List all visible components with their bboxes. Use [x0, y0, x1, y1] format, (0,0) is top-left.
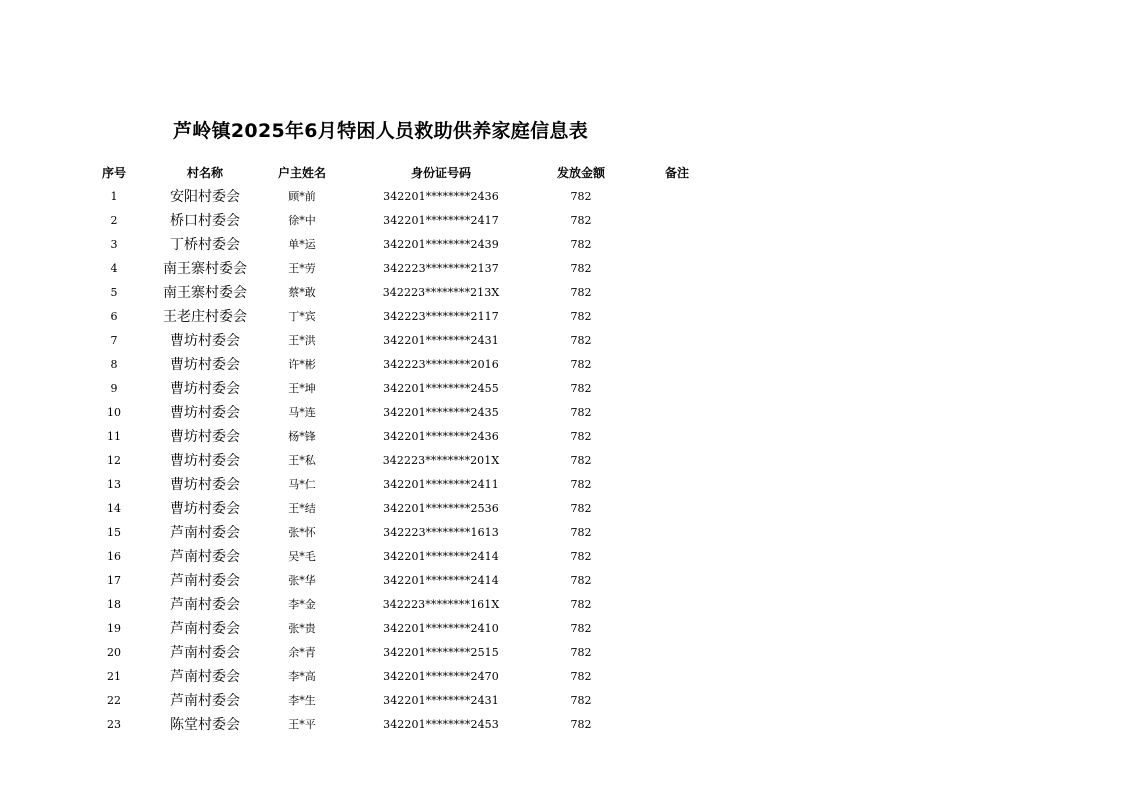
row-amount: 782 [570, 621, 592, 635]
row-note [612, 592, 742, 616]
row-note [612, 232, 742, 256]
row-village: 南王寨村委会 [163, 285, 247, 301]
row-seq: 3 [110, 237, 118, 251]
table-row [90, 352, 742, 376]
row-id-number: 342223********2117 [383, 309, 499, 323]
row-household-head: 徐*中 [288, 214, 316, 227]
row-id-number: 342223********201X [382, 453, 500, 467]
row-id-number: 342223********2137 [383, 261, 499, 275]
row-note [612, 640, 742, 664]
row-amount: 782 [570, 429, 592, 443]
table-row [90, 448, 742, 472]
table-body [90, 184, 742, 736]
row-village: 芦南村委会 [170, 525, 240, 541]
row-seq: 2 [110, 213, 118, 227]
row-seq: 7 [110, 333, 118, 347]
document-title: 芦岭镇2025年6月特困人员救助供养家庭信息表 [173, 120, 589, 142]
row-id-number: 342201********2414 [383, 549, 499, 563]
row-note [612, 712, 742, 736]
row-village: 芦南村委会 [170, 669, 240, 685]
row-seq: 8 [110, 357, 118, 371]
row-village: 芦南村委会 [170, 549, 240, 565]
row-note [612, 568, 742, 592]
row-amount: 782 [570, 237, 592, 251]
row-note [612, 472, 742, 496]
header-row [90, 160, 742, 184]
row-seq: 15 [107, 525, 121, 539]
row-seq: 22 [107, 693, 121, 707]
row-amount: 782 [570, 213, 592, 227]
row-household-head: 王*劳 [288, 262, 316, 275]
row-amount: 782 [570, 573, 592, 587]
row-household-head: 张*华 [288, 574, 316, 587]
table-row [90, 256, 742, 280]
table-row [90, 424, 742, 448]
table-row [90, 616, 742, 640]
row-id-number: 342201********2417 [383, 213, 499, 227]
row-id-number: 342201********2436 [383, 189, 499, 203]
table-row [90, 568, 742, 592]
row-amount: 782 [570, 285, 592, 299]
row-note [612, 688, 742, 712]
table-row [90, 208, 742, 232]
header-seq: 序号 [101, 165, 126, 180]
row-id-number: 342201********2414 [383, 573, 499, 587]
row-village: 芦南村委会 [170, 573, 240, 589]
row-id-number: 342201********2410 [383, 621, 499, 635]
row-household-head: 顾*前 [288, 190, 316, 203]
row-household-head: 单*运 [288, 238, 316, 251]
row-household-head: 张*怀 [288, 526, 316, 539]
header-household-head: 户主姓名 [277, 165, 326, 180]
row-seq: 19 [107, 621, 121, 635]
row-village: 曹坊村委会 [170, 357, 240, 373]
row-seq: 21 [107, 669, 121, 683]
row-household-head: 李*生 [288, 694, 316, 707]
row-seq: 18 [107, 597, 121, 611]
row-village: 曹坊村委会 [170, 477, 240, 493]
row-amount: 782 [570, 357, 592, 371]
row-note [612, 448, 742, 472]
table-row [90, 280, 742, 304]
row-note [612, 544, 742, 568]
table-row [90, 376, 742, 400]
table-row [90, 400, 742, 424]
row-household-head: 李*高 [288, 670, 316, 683]
row-note [612, 256, 742, 280]
row-id-number: 342223********2016 [383, 357, 499, 371]
row-note [612, 496, 742, 520]
row-village: 王老庄村委会 [163, 309, 247, 325]
table-row [90, 664, 742, 688]
row-seq: 20 [107, 645, 121, 659]
row-note [612, 208, 742, 232]
row-amount: 782 [570, 261, 592, 275]
table-row [90, 472, 742, 496]
row-amount: 782 [570, 501, 592, 515]
row-household-head: 许*彬 [288, 358, 316, 371]
row-id-number: 342201********2411 [383, 477, 499, 491]
row-id-number: 342201********2470 [383, 669, 499, 683]
row-id-number: 342201********2455 [383, 381, 499, 395]
row-amount: 782 [570, 597, 592, 611]
row-seq: 12 [107, 453, 121, 467]
header-note: 备注 [664, 165, 689, 180]
row-id-number: 342201********2453 [383, 717, 499, 731]
table-row [90, 688, 742, 712]
row-amount: 782 [570, 333, 592, 347]
row-id-number: 342201********2431 [383, 333, 499, 347]
table-row [90, 496, 742, 520]
row-seq: 10 [107, 405, 121, 419]
row-village: 芦南村委会 [170, 621, 240, 637]
table-row [90, 184, 742, 208]
table-row [90, 328, 742, 352]
row-note [612, 304, 742, 328]
row-household-head: 王*私 [288, 454, 316, 467]
row-household-head: 王*结 [288, 502, 316, 515]
table-header [90, 160, 742, 184]
row-note [612, 400, 742, 424]
row-seq: 11 [107, 429, 121, 443]
table-row [90, 520, 742, 544]
row-note [612, 664, 742, 688]
row-seq: 6 [110, 309, 118, 323]
row-village: 南王寨村委会 [163, 261, 247, 277]
row-note [612, 184, 742, 208]
row-village: 曹坊村委会 [170, 429, 240, 445]
row-seq: 4 [110, 261, 118, 275]
row-village: 芦南村委会 [170, 645, 240, 661]
row-seq: 14 [107, 501, 121, 515]
row-village: 曹坊村委会 [170, 501, 240, 517]
relief-info-table [90, 160, 742, 736]
header-village: 村名称 [186, 165, 223, 180]
row-note [612, 328, 742, 352]
row-id-number: 342201********2435 [383, 405, 499, 419]
row-amount: 782 [570, 189, 592, 203]
row-id-number: 342201********2436 [383, 429, 499, 443]
row-seq: 17 [107, 573, 121, 587]
row-id-number: 342223********1613 [383, 525, 499, 539]
row-amount: 782 [570, 549, 592, 563]
row-seq: 16 [107, 549, 121, 563]
row-village: 曹坊村委会 [170, 381, 240, 397]
row-note [612, 520, 742, 544]
row-id-number: 342201********2439 [383, 237, 499, 251]
row-village: 曹坊村委会 [170, 453, 240, 469]
row-id-number: 342223********213X [382, 285, 500, 299]
row-household-head: 丁*宾 [288, 310, 316, 323]
row-amount: 782 [570, 309, 592, 323]
row-seq: 5 [110, 285, 118, 299]
row-note [612, 616, 742, 640]
row-household-head: 蔡*敢 [288, 286, 316, 299]
row-village: 曹坊村委会 [170, 333, 240, 349]
row-village: 安阳村委会 [170, 189, 240, 205]
row-amount: 782 [570, 477, 592, 491]
row-id-number: 342201********2515 [383, 645, 499, 659]
row-seq: 13 [107, 477, 121, 491]
row-id-number: 342201********2536 [383, 501, 499, 515]
row-amount: 782 [570, 453, 592, 467]
row-seq: 23 [107, 717, 121, 731]
header-amount: 发放金额 [556, 165, 605, 180]
row-amount: 782 [570, 525, 592, 539]
row-household-head: 余*青 [288, 646, 316, 659]
table-row [90, 232, 742, 256]
row-household-head: 李*金 [288, 598, 316, 611]
row-household-head: 马*连 [288, 406, 316, 419]
row-note [612, 376, 742, 400]
row-village: 芦南村委会 [170, 597, 240, 613]
row-village: 芦南村委会 [170, 693, 240, 709]
row-household-head: 王*坤 [288, 382, 316, 395]
row-amount: 782 [570, 381, 592, 395]
table-row [90, 592, 742, 616]
row-amount: 782 [570, 405, 592, 419]
row-village: 陈堂村委会 [170, 717, 240, 733]
header-id-number: 身份证号码 [410, 165, 471, 180]
row-id-number: 342223********161X [382, 597, 500, 611]
row-amount: 782 [570, 717, 592, 731]
row-village: 曹坊村委会 [170, 405, 240, 421]
table-row [90, 712, 742, 736]
row-amount: 782 [570, 693, 592, 707]
row-note [612, 352, 742, 376]
table-row [90, 640, 742, 664]
row-amount: 782 [570, 669, 592, 683]
row-village: 桥口村委会 [170, 213, 240, 229]
row-household-head: 张*贵 [288, 622, 316, 635]
row-seq: 1 [110, 189, 118, 203]
row-household-head: 马*仁 [288, 478, 316, 491]
row-village: 丁桥村委会 [170, 237, 240, 253]
row-note [612, 280, 742, 304]
table-row [90, 304, 742, 328]
row-seq: 9 [110, 381, 118, 395]
row-household-head: 杨*锋 [288, 430, 316, 443]
row-household-head: 王*平 [288, 718, 316, 731]
row-id-number: 342201********2431 [383, 693, 499, 707]
row-amount: 782 [570, 645, 592, 659]
row-household-head: 王*洪 [288, 334, 316, 347]
row-household-head: 吴*毛 [288, 550, 316, 563]
row-note [612, 424, 742, 448]
table-row [90, 544, 742, 568]
